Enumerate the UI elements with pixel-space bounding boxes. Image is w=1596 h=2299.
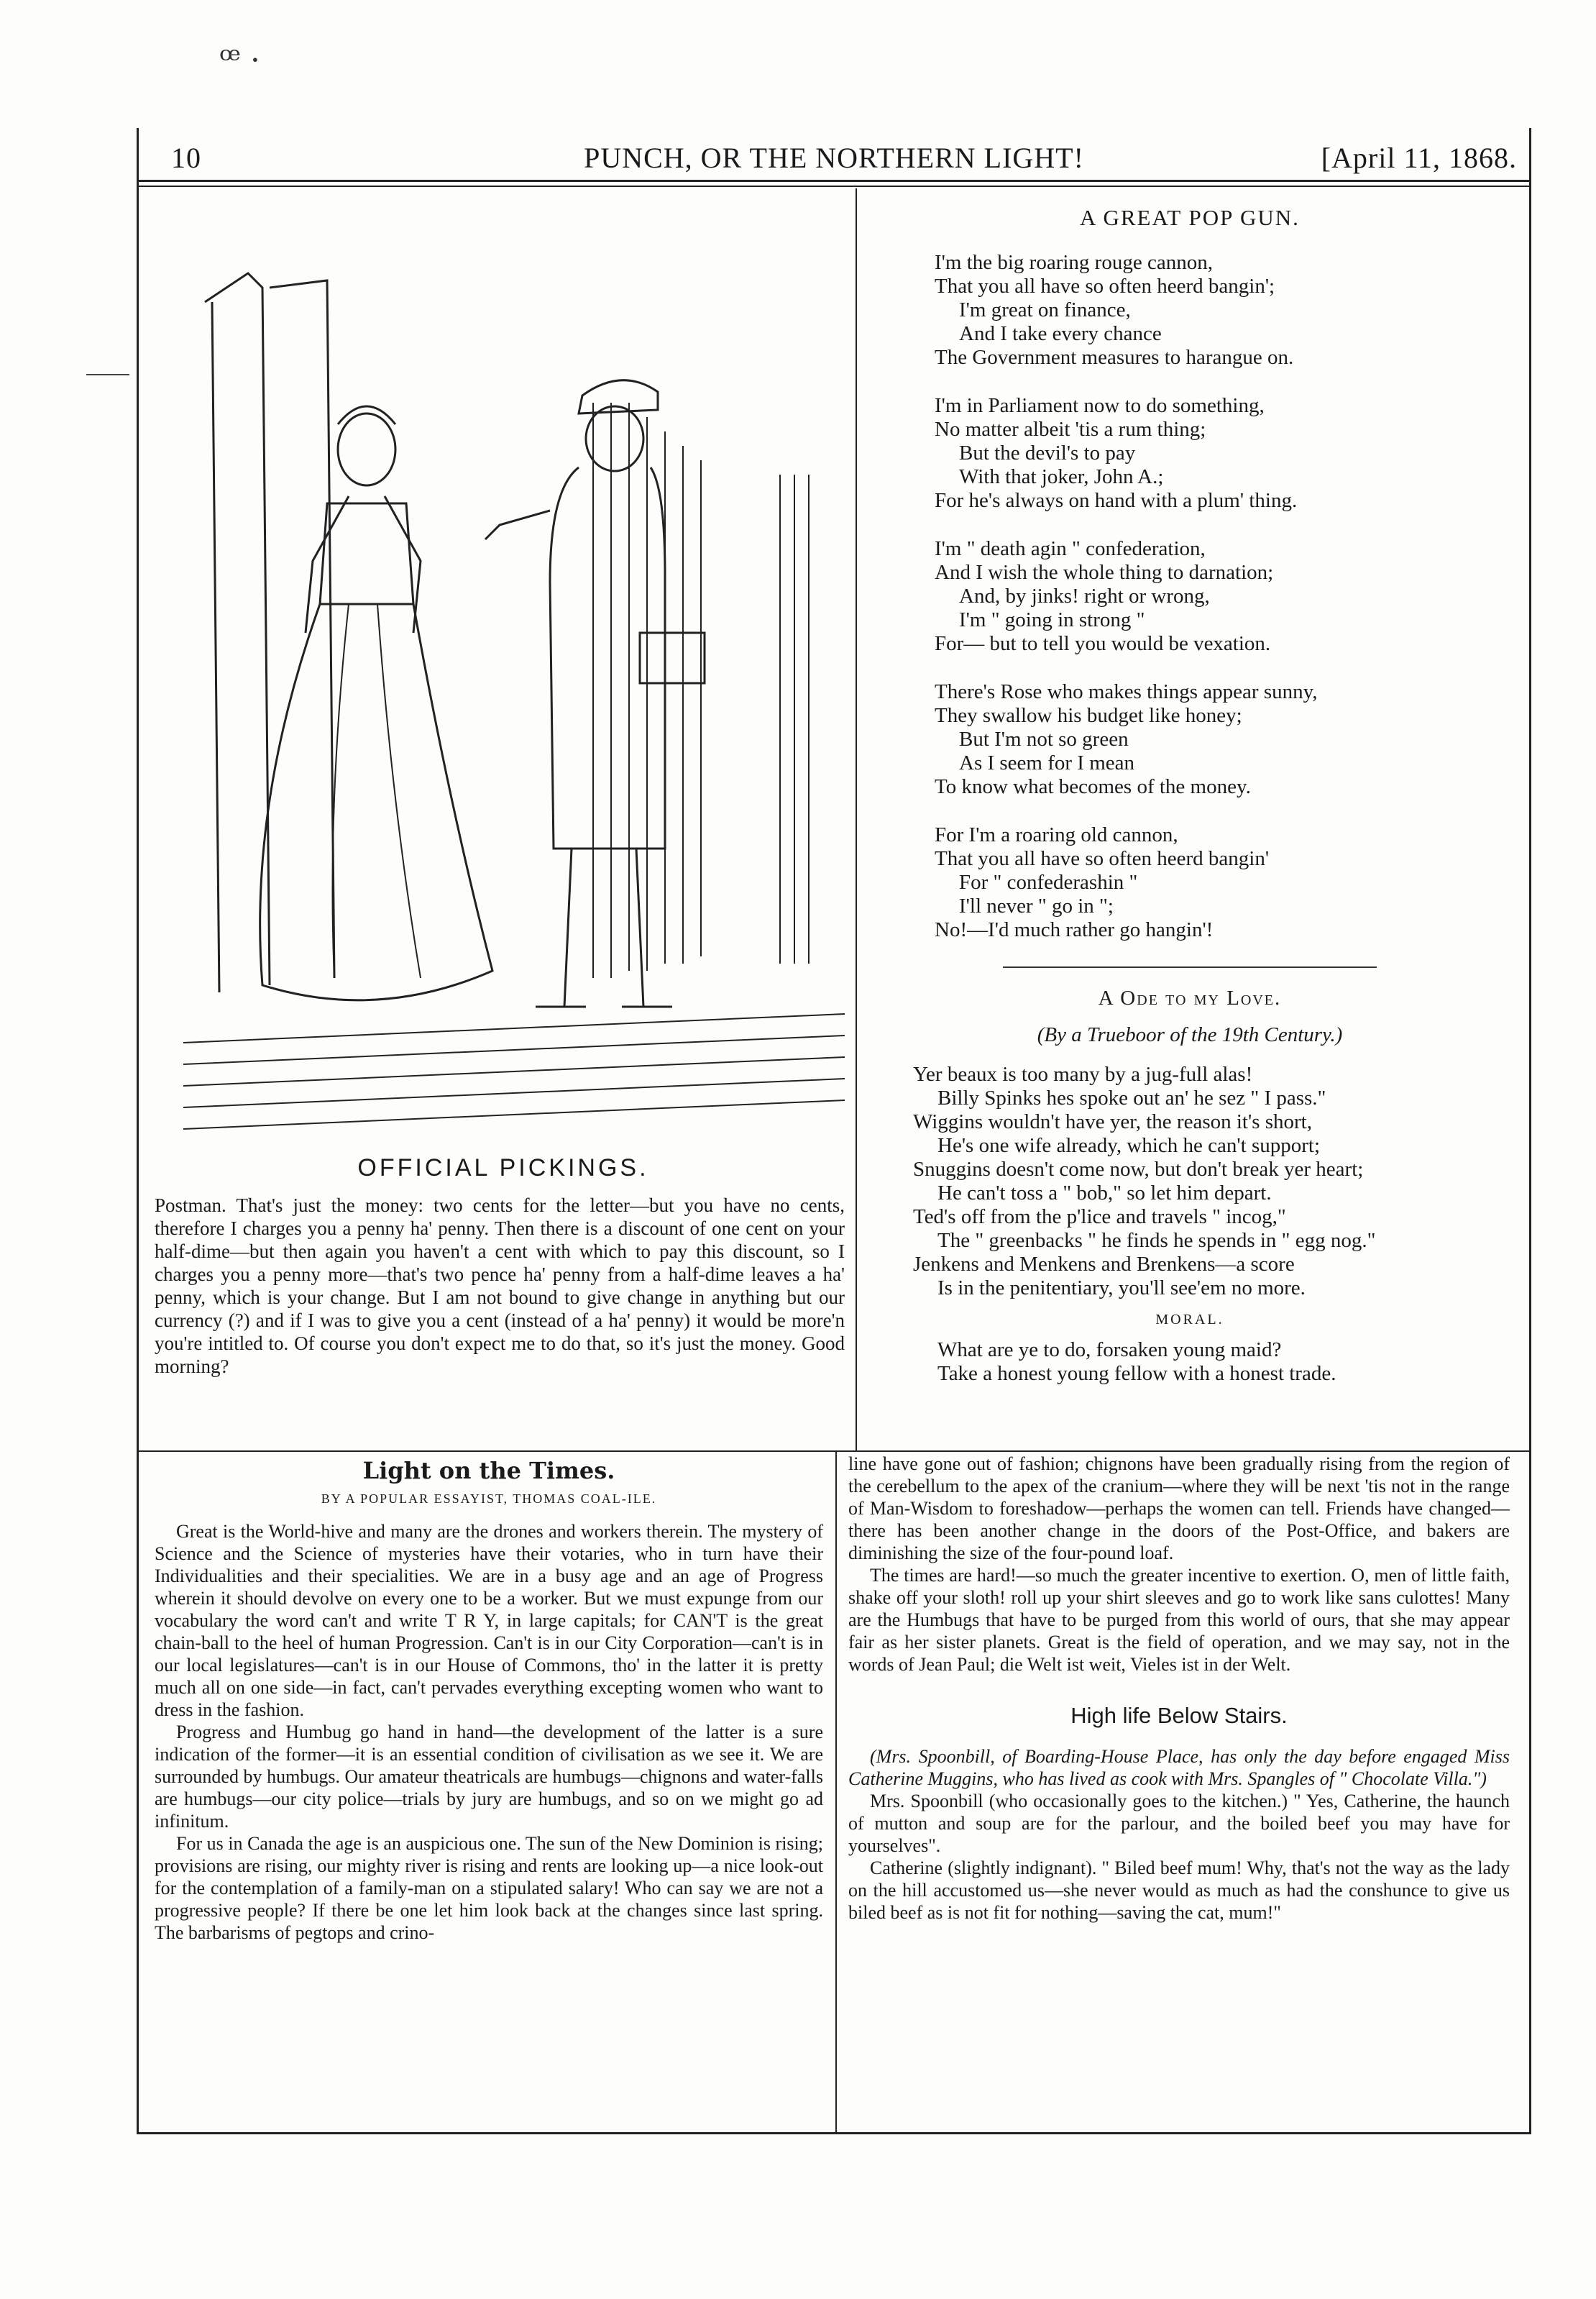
ode-line: He's one wife already, which he can't support; [937,1134,1320,1157]
stanza [935,251,1510,370]
header-rule [137,180,1531,187]
poem-line: For he's always on hand with a plum' thing. [935,489,1298,512]
ode-title: A Ode to my Love. [1098,987,1282,1010]
ode-line: Wiggins wouldn't have yer, the reason it's short, [913,1110,1312,1133]
ode-lines [913,1063,1510,1300]
moral-lines [913,1338,1510,1386]
poem-line: And I wish the whole thing to darnation; [935,561,1274,584]
pop-gun-stanzas [870,251,1510,942]
page-header [137,129,1531,186]
poem-line: That you all have so often heerd bangin' [935,847,1270,870]
poem-line: There's Rose who makes things appear sunny, [935,680,1318,703]
poem-line: I'm in Parliament now to do something, [935,394,1265,417]
moral-label: MORAL. [1155,1312,1224,1327]
stanza [935,823,1510,942]
poem-line: I'm " death agin " confederation, [935,537,1206,560]
ode-subtitle: (By a Trueboor of the 19th Century.) [1037,1023,1343,1046]
paragraph: Catherine (slightly indignant). " Biled beef mum! Why, that's not the way as the lady on the hill accustomed us—she never would as much as had the conshunce to give us biled beef as is not fit for nothing—saving the cat, mum!" [848,1857,1510,1923]
poem-line: They swallow his budget like honey; [935,704,1242,727]
ode-line: Jenkens and Menkens and Brenkens—a score [913,1253,1295,1276]
stanza [935,680,1510,799]
paragraph: Great is the World-hive and many are the drones and workers therein. The mystery of Science and the Science of mysteries have their votaries, who in turn have their Individualities and their specialities. We are in a busy age and an age of Progress wherein it should devolve on every one to be a worker. But we must expunge from our vocabulary the word can't and write T R Y, in large capitals; for CAN'T is the great chain-ball to the heel of human Progression. Can't is in our City Corporation—can't is in our local legislatures—can't is in our House of Commons, tho' in the latter it is pretty much all on one side—in fact, can't pervades everything excepting women who want to dress in the fashion. [155,1521,823,1720]
poem-line: The Government measures to harangue on. [935,346,1294,369]
poem-line: But the devil's to pay [959,442,1136,465]
right-article-column [848,1453,1510,1924]
ode-line: Is in the penitentiary, you'll see'em no more. [937,1276,1306,1299]
poem-line: With that joker, John A.; [959,465,1164,488]
poem-line: I'm " going in strong " [959,608,1145,631]
poem-line: And, by jinks! right or wrong, [959,585,1210,608]
paragraph: The times are hard!—so much the greater incentive to exertion. O, men of little faith, shake off your sloth! roll up your shirt sleeves and go to work like sans culottes! Many are the Humbugs that have to be purged from this world of ours, that she may appear fair as her sister planets. Great is the field of operation, and we may say, not in the words of Jean Paul; die Welt ist weit, Vieles ist in der Welt. [848,1565,1510,1675]
poem-line: And I take every chance [959,322,1162,345]
moral-line: What are ye to do, forsaken young maid? [937,1338,1282,1361]
ode-line: The " greenbacks " he finds he spends in " egg nog." [937,1229,1376,1252]
poem-line: No matter albeit 'tis a rum thing; [935,418,1206,441]
ode-line: Ted's off from the p'lice and travels " incog," [913,1205,1286,1228]
light-continuation [848,1453,1510,1676]
cartoon-illustration [162,259,852,1143]
high-life-title: High life Below Stairs. [1070,1703,1288,1728]
light-byline: BY A POPULAR ESSAYIST, THOMAS COAL-ILE. [321,1491,657,1506]
ode-line: Yer beaux is too many by a jug-full alas! [913,1063,1253,1086]
poem-line: For " confederashin " [959,871,1138,894]
poem-line: That you all have so often heerd bangin'; [935,275,1275,298]
poem-column [870,205,1510,1386]
ode-line: Snuggins doesn't come now, but don't break yer heart; [913,1158,1364,1181]
paragraph: line have gone out of fashion; chignons have been gradually rising from the region of the cerebellum to the apex of the cranium—where they will be next 'tis not in the range of Man-Wisdom to foreshadow—perhaps the women can tell. Friends have changed—there has been another change in the doors of the Post-Office, and bakers are diminishing the size of the four-pound loaf. [848,1453,1510,1563]
light-article [155,1457,823,1944]
poem-line: No!—I'd much rather go hangin'! [935,918,1214,941]
poem-line: I'm great on finance, [959,298,1131,321]
high-life-paragraphs [848,1745,1510,1924]
margin-mark [86,374,129,375]
paragraph: Progress and Humbug go hand in hand—the development of the latter is a sure indication of the former—it is an essential condition of civilisation as we see it. We are surrounded by humbugs. Our amateur theatricals are humbugs—chignons and water-falls are humbugs—our city police—trials by jury are humbugs, and so on we might go ad infinitum. [155,1722,823,1832]
poem-line: As I seem for I mean [959,751,1134,774]
upper-column-rule [856,188,857,1450]
page-number: 10 [171,142,201,174]
paragraph: (Mrs. Spoonbill, of Boarding-House Place, has only the day before engaged Miss Catherine Muggins, who has lived as cook with Mrs. Spangles of " Chocolate Villa.") [848,1746,1510,1789]
poem-line: But I'm not so green [959,728,1129,751]
poem-line: For— but to tell you would be vexation. [935,632,1271,655]
light-paragraphs [155,1520,823,1944]
ode-line: Billy Spinks hes spoke out an' he sez " I pass." [937,1087,1326,1110]
cartoon-caption: OFFICIAL PICKINGS. [357,1154,649,1182]
ode-line: He can't toss a " bob," so let him depart. [937,1182,1272,1205]
poem-line: I'm the big roaring rouge cannon, [935,251,1213,274]
lower-column-rule [835,1450,837,2134]
poem-separator [1003,966,1377,968]
poem-line: For I'm a roaring old cannon, [935,823,1178,846]
issue-date: [April 11, 1868. [1321,142,1517,174]
pop-gun-title: A GREAT POP GUN. [1080,205,1300,230]
paragraph: Mrs. Spoonbill (who occasionally goes to the kitchen.) " Yes, Catherine, the haunch of mutton and soup are for the parlour, and the boiled beef you may have for yourselves". [848,1791,1510,1856]
paragraph: For us in Canada the age is an auspicious one. The sun of the New Dominion is rising; provisions are rising, our mighty river is rising and rents are looking up—a nice look-out for the contemplation of a family-man on a stipulated salary! Who can say we are not a progressive people? If there be one let him look back at the changes since last spring. The barbarisms of pegtops and crino- [155,1833,823,1943]
poem-line: To know what becomes of the money. [935,775,1251,798]
masthead-title: PUNCH, OR THE NORTHERN LIGHT! [584,142,1084,174]
cartoon-dialogue: Postman. That's just the money: two cents for the letter—but you have no cents, therefore I charges you a penny ha' penny. Then there is a discount of one cent on your half-dime—but then again you haven't a cent with which to pay this discount, so I charges you a penny more—that's two pence ha' penny from a half-dime leaves a ha' penny, which is your change. But I am not bound to give change in anything but our currency (?) and if I was to give you a cent (instead of a ha' penny) it would be more'n you're intitled to. Of course you don't expect me to do that, so it's just the money. Good morning? [155,1194,845,1377]
moral-line: Take a honest young fellow with a honest trade. [937,1362,1336,1385]
light-title: Light on the Times. [362,1457,615,1484]
section-rule [138,1450,1530,1452]
corner-mark: ꟹ · [219,41,261,79]
stanza [935,537,1510,656]
stanza [935,394,1510,513]
poem-line: I'll never " go in "; [959,895,1114,918]
